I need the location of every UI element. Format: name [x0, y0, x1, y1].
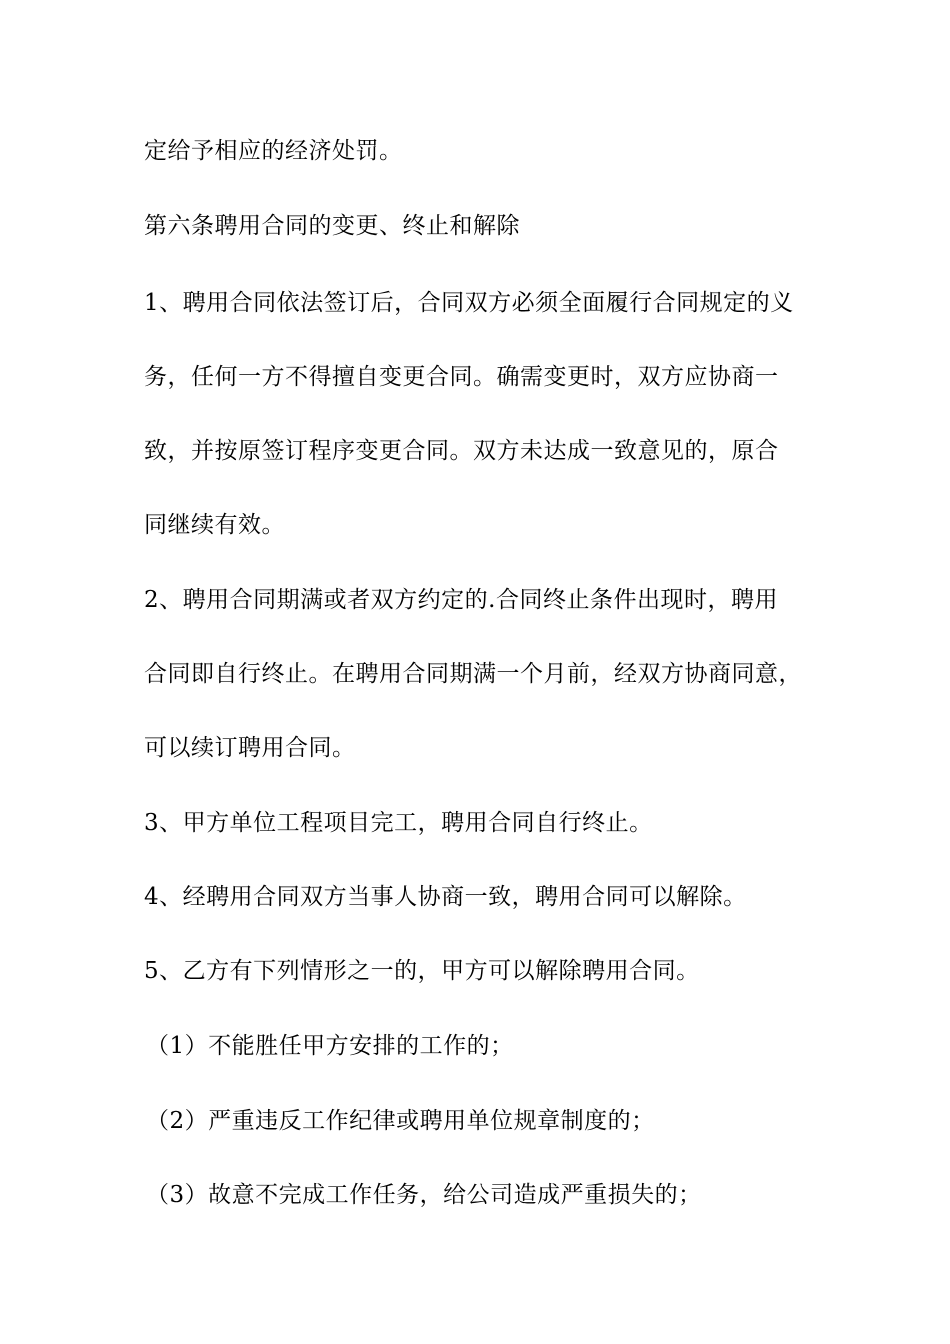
section-heading: 第六条聘用合同的变更、终止和解除 [144, 213, 520, 239]
paragraph-line: 可以续订聘用合同。 [144, 735, 356, 761]
paragraph-line: 3、甲方单位工程项目完工，聘用合同自行终止。 [144, 810, 653, 836]
paragraph-line: 2、聘用合同期满或者双方约定的.合同终止条件出现时，聘用 [144, 587, 778, 613]
paragraph-line: 同继续有效。 [144, 512, 285, 538]
paragraph-line: 4、经聘用合同双方当事人协商一致，聘用合同可以解除。 [144, 884, 747, 910]
paragraph-line: 定给予相应的经济处罚。 [144, 138, 403, 164]
paragraph-line: 致，并按原签订程序变更合同。双方未达成一致意见的，原合 [144, 438, 779, 464]
paragraph-line: 务，任何一方不得擅自变更合同。确需变更时，双方应协商一 [144, 364, 779, 390]
paragraph-line: 合同即自行终止。在聘用合同期满一个月前，经双方协商同意， [144, 661, 802, 687]
list-item: （3）故意不完成工作任务，给公司造成严重损失的； [146, 1182, 702, 1208]
paragraph-line: 1、聘用合同依法签订后，合同双方必须全面履行合同规定的义 [144, 290, 794, 316]
list-item: （2）严重违反工作纪律或聘用单位规章制度的； [146, 1108, 655, 1134]
paragraph-line: 5、乙方有下列情形之一的，甲方可以解除聘用合同。 [144, 958, 700, 984]
list-item: （1）不能胜任甲方安排的工作的； [146, 1033, 514, 1059]
